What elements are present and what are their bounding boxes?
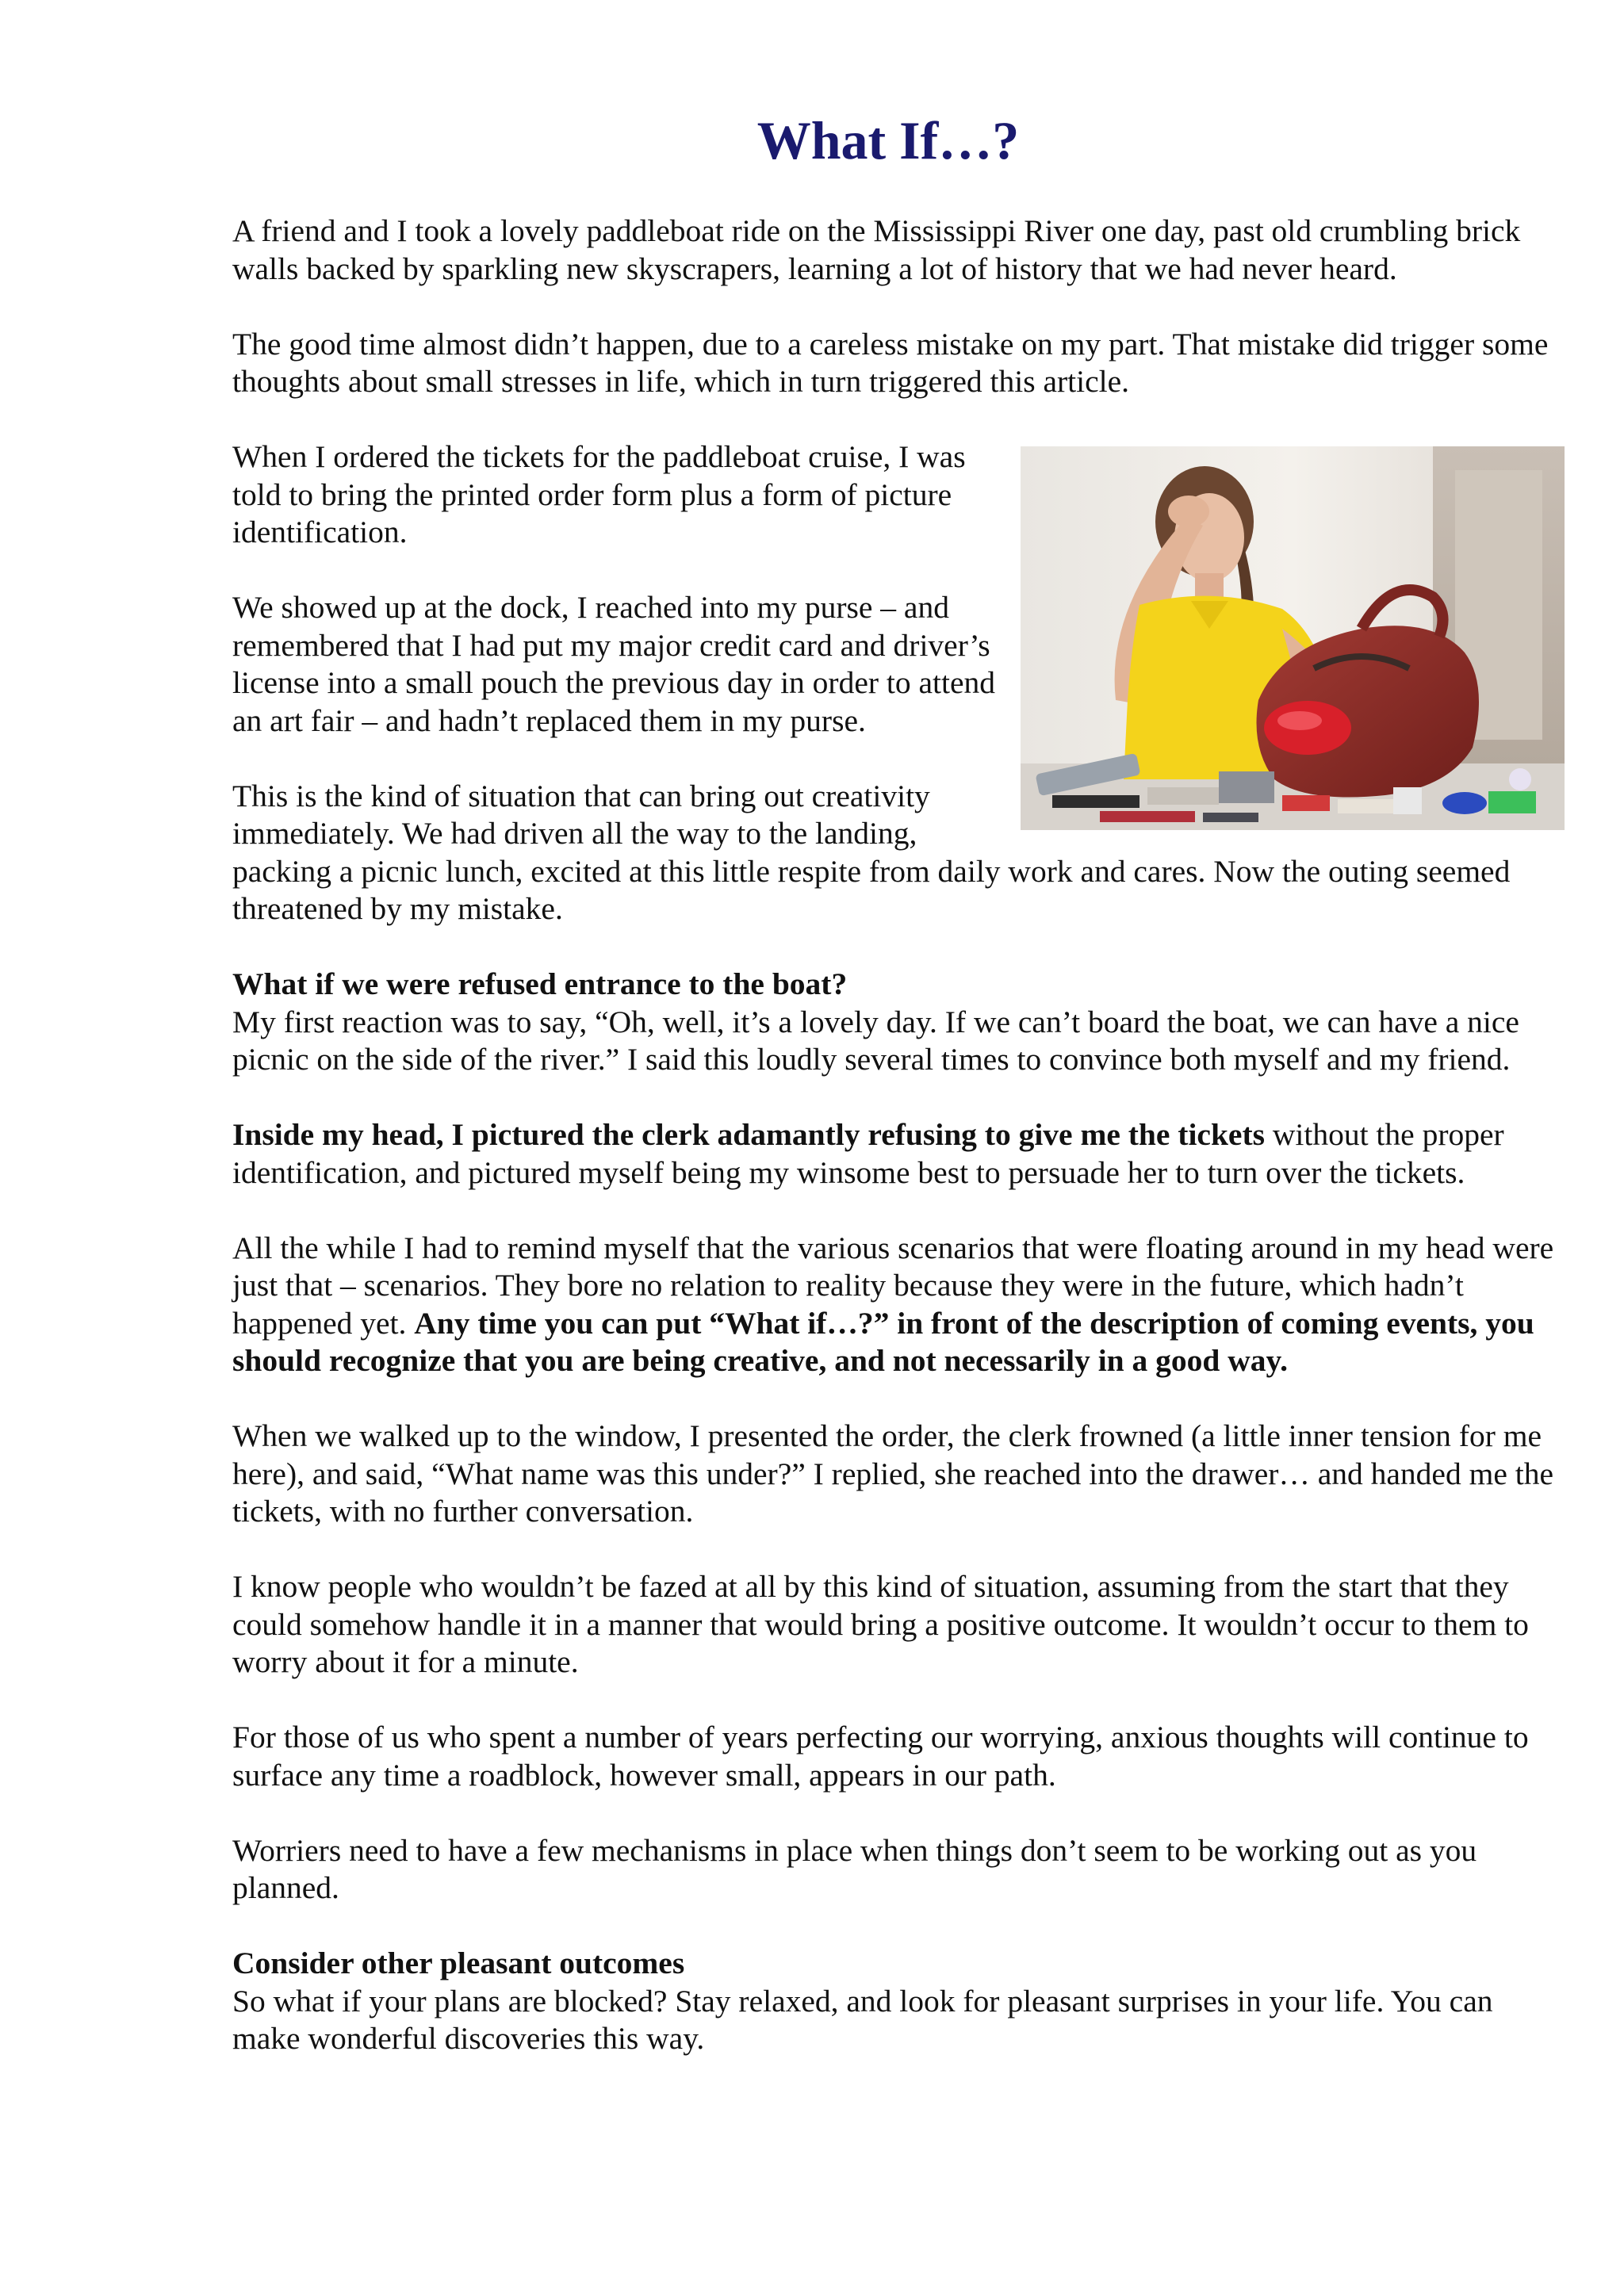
paragraph: I know people who wouldn’t be fazed at all by this kind of situation, assuming from the start that they could somehow handle it in a manner that would bring a positive outcome. It wouldn’t occur to them to worry about it for a minute. (232, 1569, 1529, 1679)
bold-phrase: Any time you can put “What if…?” in front of the description of coming events, you should recognize that you are being creative, and not necessarily in a good way. (232, 1305, 1534, 1378)
paragraph: When I ordered the tickets for the paddleboat cruise, I was told to bring the printed order form plus a form of picture identification. (232, 439, 966, 549)
woman-searching-purse-photo (1021, 446, 1565, 830)
section-heading: What if we were refused entrance to the boat? (232, 966, 848, 1001)
bold-phrase: Inside my head, I pictured the clerk adamantly refusing to give me the tickets (232, 1117, 1265, 1152)
paragraph-text: All the while I had to remind myself that the various scenarios that were floating around in my head were just that – scenarios. They bore no relation to reality because they were in the future, which hadn’t happened yet. (232, 1230, 1554, 1341)
paragraph: The good time almost didn’t happen, due to a careless mistake on my part. That mistake did trigger some thoughts about small stresses in life, which in turn triggered this article. (232, 326, 1549, 399)
article-title: What If…? (756, 110, 1020, 170)
paragraph (232, 1116, 1565, 1192)
paragraph: This is the kind of situation that can bring out creativity immediately. We had driven all the way to the landing, packing a picnic lunch, excited at this little respite from daily work and cares. Now the outing seemed threatened by my mistake. (232, 778, 1511, 926)
paragraph (232, 1230, 1565, 1380)
article-body (232, 212, 1565, 2095)
paragraph: For those of us who spent a number of years perfecting our worrying, anxious thoughts will continue to surface any time a roadblock, however small, appears in our path. (232, 1720, 1529, 1793)
section-heading: Consider other pleasant outcomes (232, 1946, 685, 1980)
paragraph: We showed up at the dock, I reached into my purse – and remembered that I had put my major credit card and driver’s license into a small pouch the previous day in order to attend an art fair – and hadn’t replaced them in my purse. (232, 590, 996, 738)
paragraph: So what if your plans are blocked? Stay relaxed, and look for pleasant surprises in your life. You can make wonderful discoveries this way. (232, 1983, 1493, 2056)
paragraph-text: without the proper identification, and pictured myself being my winsome best to persuade her to turn over the tickets. (232, 1117, 1504, 1190)
paragraph: A friend and I took a lovely paddleboat ride on the Mississippi River one day, past old crumbling brick walls backed by sparkling new skyscrapers, learning a lot of history that we had never heard. (232, 213, 1521, 286)
paragraph: Worriers need to have a few mechanisms in place when things don’t seem to be working out as you planned. (232, 1832, 1477, 1905)
paragraph: My first reaction was to say, “Oh, well, it’s a lovely day. If we can’t board the boat, we can have a nice picnic on the side of the river.” I said this loudly several times to convince both myself and my friend. (232, 1004, 1519, 1077)
paragraph: When we walked up to the window, I presented the order, the clerk frowned (a little inner tension for me here), and said, “What name was this under?” I replied, she reached into the drawer… and handed me the tickets, with no further conversation. (232, 1418, 1553, 1529)
